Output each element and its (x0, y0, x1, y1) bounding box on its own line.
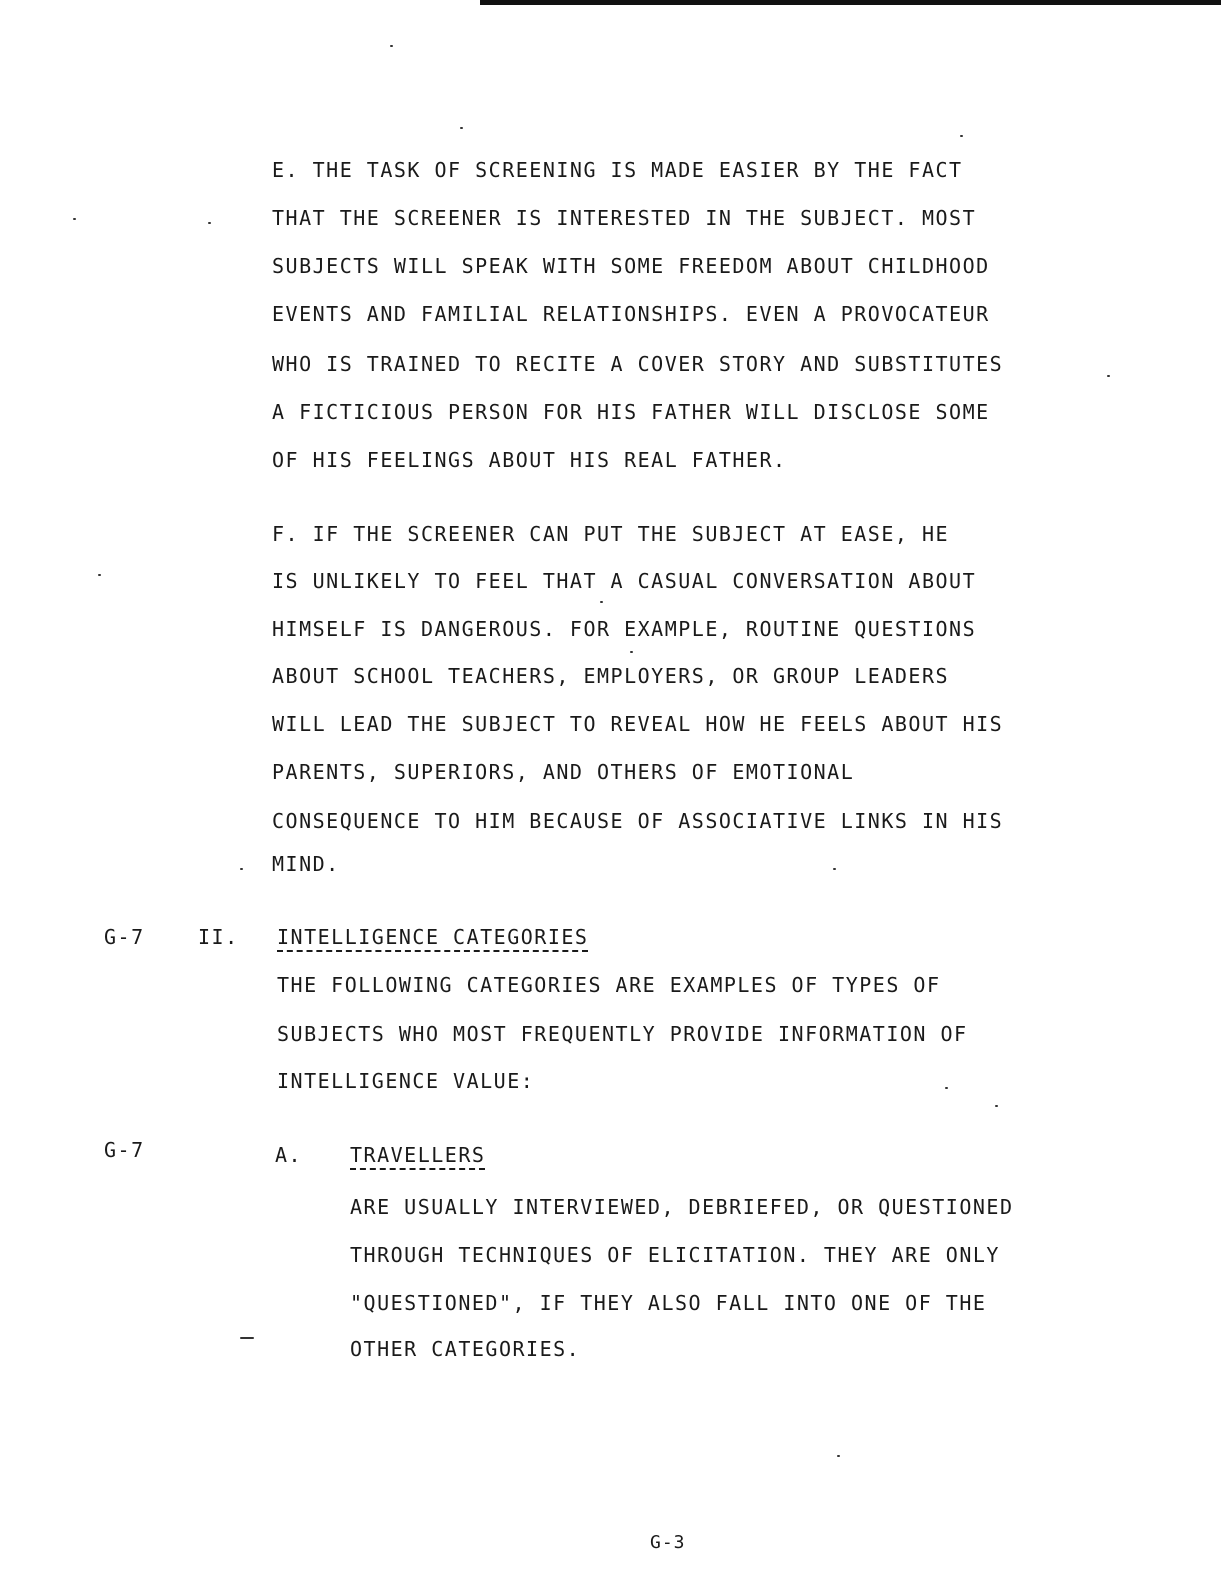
section-f-line: PARENTS, SUPERIORS, AND OTHERS OF EMOTIONAL (272, 760, 855, 784)
margin-reference: G-7 (104, 1138, 145, 1162)
scan-speck (630, 651, 633, 653)
section-f-line: HIMSELF IS DANGEROUS. FOR EXAMPLE, ROUTINE QUESTIONS (272, 617, 977, 641)
margin-reference: G-7 (104, 925, 145, 949)
section-f-line: CONSEQUENCE TO HIM BECAUSE OF ASSOCIATIVE LINKS IN HIS (272, 809, 1004, 833)
scan-speck (1107, 375, 1110, 377)
scan-speck (995, 1105, 998, 1107)
section-letter: A. (275, 1143, 303, 1167)
section-a-line: OTHER CATEGORIES. (350, 1337, 581, 1361)
scan-speck (460, 127, 463, 129)
section-e-line: SUBJECTS WILL SPEAK WITH SOME FREEDOM ABOUT CHILDHOOD (272, 254, 990, 278)
section-ii-line: SUBJECTS WHO MOST FREQUENTLY PROVIDE INFORMATION OF (277, 1022, 968, 1046)
section-f-line: MIND. (272, 852, 340, 876)
scan-speck (240, 868, 243, 870)
section-numeral: II. (198, 925, 239, 949)
section-a-line: "QUESTIONED", IF THEY ALSO FALL INTO ONE OF THE (350, 1291, 987, 1315)
section-e-line: E. THE TASK OF SCREENING IS MADE EASIER BY THE FACT (272, 158, 963, 182)
section-heading: INTELLIGENCE CATEGORIES (277, 925, 589, 949)
section-f-line: ABOUT SCHOOL TEACHERS, EMPLOYERS, OR GROUP LEADERS (272, 664, 950, 688)
section-ii-line: INTELLIGENCE VALUE: (277, 1069, 535, 1093)
section-f-line: IS UNLIKELY TO FEEL THAT A CASUAL CONVERSATION ABOUT (272, 569, 977, 593)
scan-speck (960, 135, 963, 137)
scan-speck (240, 1337, 254, 1339)
scan-speck (600, 601, 603, 603)
page-number: G-3 (650, 1532, 686, 1553)
section-e-line: WHO IS TRAINED TO RECITE A COVER STORY AND SUBSTITUTES (272, 352, 1004, 376)
section-a-line: ARE USUALLY INTERVIEWED, DEBRIEFED, OR QUESTIONED (350, 1195, 1014, 1219)
section-ii-line: THE FOLLOWING CATEGORIES ARE EXAMPLES OF TYPES OF (277, 973, 941, 997)
scan-speck (73, 218, 76, 220)
scan-speck (837, 1455, 840, 1457)
section-f-line: WILL LEAD THE SUBJECT TO REVEAL HOW HE FEELS ABOUT HIS (272, 712, 1004, 736)
section-a-line: THROUGH TECHNIQUES OF ELICITATION. THEY ARE ONLY (350, 1243, 1000, 1267)
section-heading: TRAVELLERS (350, 1143, 486, 1167)
scan-speck (390, 45, 393, 47)
scan-speck (208, 222, 211, 224)
scan-edge-bar (480, 0, 1221, 5)
section-e-line: OF HIS FEELINGS ABOUT HIS REAL FATHER. (272, 448, 787, 472)
section-f-line: F. IF THE SCREENER CAN PUT THE SUBJECT AT EASE, HE (272, 522, 950, 546)
scan-speck (833, 868, 836, 870)
section-e-line: EVENTS AND FAMILIAL RELATIONSHIPS. EVEN A PROVOCATEUR (272, 302, 990, 326)
section-e-line: THAT THE SCREENER IS INTERESTED IN THE SUBJECT. MOST (272, 206, 977, 230)
scan-speck (98, 574, 101, 576)
scan-speck (945, 1087, 948, 1089)
section-e-line: A FICTICIOUS PERSON FOR HIS FATHER WILL DISCLOSE SOME (272, 400, 990, 424)
